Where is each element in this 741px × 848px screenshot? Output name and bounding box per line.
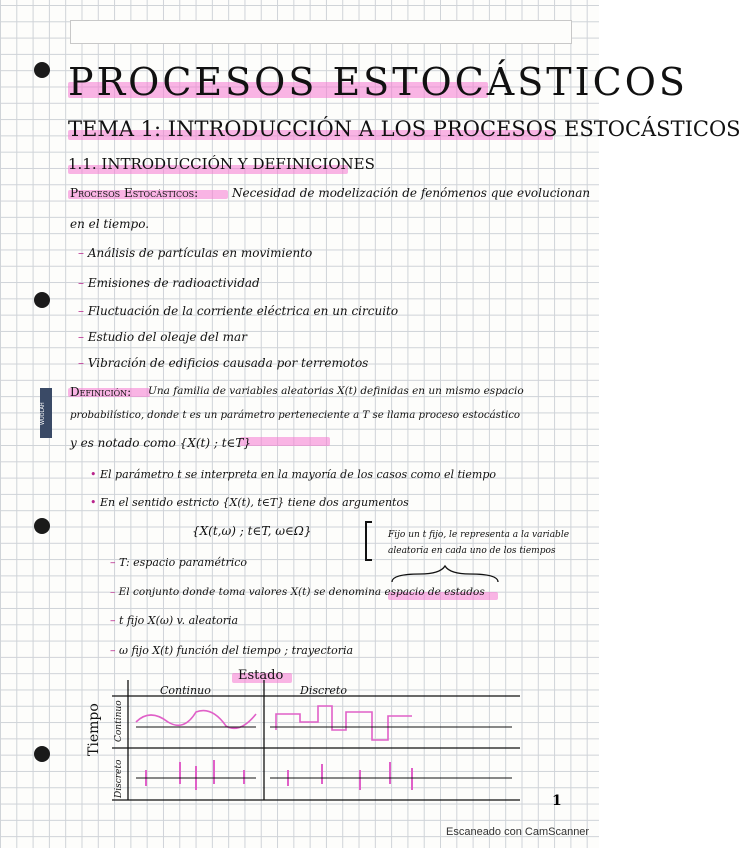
continuous-trace [136, 711, 256, 729]
page-subtitle: TEMA 1: INTRODUCCIÓN A LOS PROCESOS ESTOCÁSTICOS [68, 117, 741, 141]
note-line-2: aleatoria en cada uno de los tiempos [388, 546, 556, 556]
page-title: PROCESOS ESTOCÁSTICOS [68, 60, 688, 104]
intro-term: Procesos Estocásticos: [70, 186, 199, 200]
example-item: – Fluctuación de la corriente eléctrica en un circuito [78, 304, 399, 318]
list-item: – El conjunto donde toma valores X(t) se denomina espacio de estados [110, 586, 485, 598]
discrete-trace [276, 706, 412, 740]
table-row-continuo: Continuo [114, 700, 124, 742]
def-line-3: y es notado como {X(t) ; t∈T} [70, 436, 252, 450]
table-row-axis: Tiempo [86, 703, 102, 756]
example-item: – Estudio del oleaje del mar [78, 330, 247, 344]
formula: {X(t,ω) ; t∈T, ω∈Ω} [192, 524, 312, 538]
table-row-discreto: Discreto [114, 759, 124, 798]
impulse-marks [146, 760, 412, 790]
scanner-footer: Escaneado con CamScanner [446, 826, 590, 838]
estado-brace [392, 566, 498, 582]
table-col-continuo: Continuo [160, 684, 211, 697]
note-line-1: Fijo un t fijo, le representa a la variable [388, 530, 570, 540]
table-header: Estado [238, 668, 284, 683]
list-item: – T: espacio paramétrico [110, 556, 248, 569]
page-number: 1 [552, 793, 562, 809]
list-item: – ω fijo X(t) función del tiempo ; trayectoria [110, 644, 354, 657]
classification-table [112, 680, 520, 800]
bullet-item: • En el sentido estricto {X(t), t∈T} tiene dos argumentos [90, 496, 409, 509]
intro-text: Necesidad de modelización de fenómenos que evolucionan [232, 186, 591, 200]
bullet-item: • El parámetro t se interpreta en la mayoría de los casos como el tiempo [90, 468, 497, 481]
intro-text-2: en el tiempo. [70, 217, 150, 231]
list-item: – t fijo X(ω) v. aleatoria [110, 614, 239, 627]
table-col-discreto: Discreto [300, 684, 347, 697]
example-item: – Vibración de edificios causada por terremotos [78, 356, 369, 370]
def-line-1: Una familia de variables aleatorias X(t) definidas en un mismo espacio [148, 385, 524, 397]
section-heading: 1.1. INTRODUCCIÓN Y DEFINICIONES [68, 155, 375, 173]
example-item: – Emisiones de radioactividad [78, 276, 260, 290]
def-term: Definición: [70, 385, 132, 399]
example-item: – Análisis de partículas en movimiento [78, 246, 313, 260]
note-bracket [366, 522, 372, 560]
def-line-2: probabilístico, donde t es un parámetro perteneciente a T se llama proceso estocástico [70, 410, 521, 421]
side-tab-label: WUOLAH [40, 402, 46, 426]
